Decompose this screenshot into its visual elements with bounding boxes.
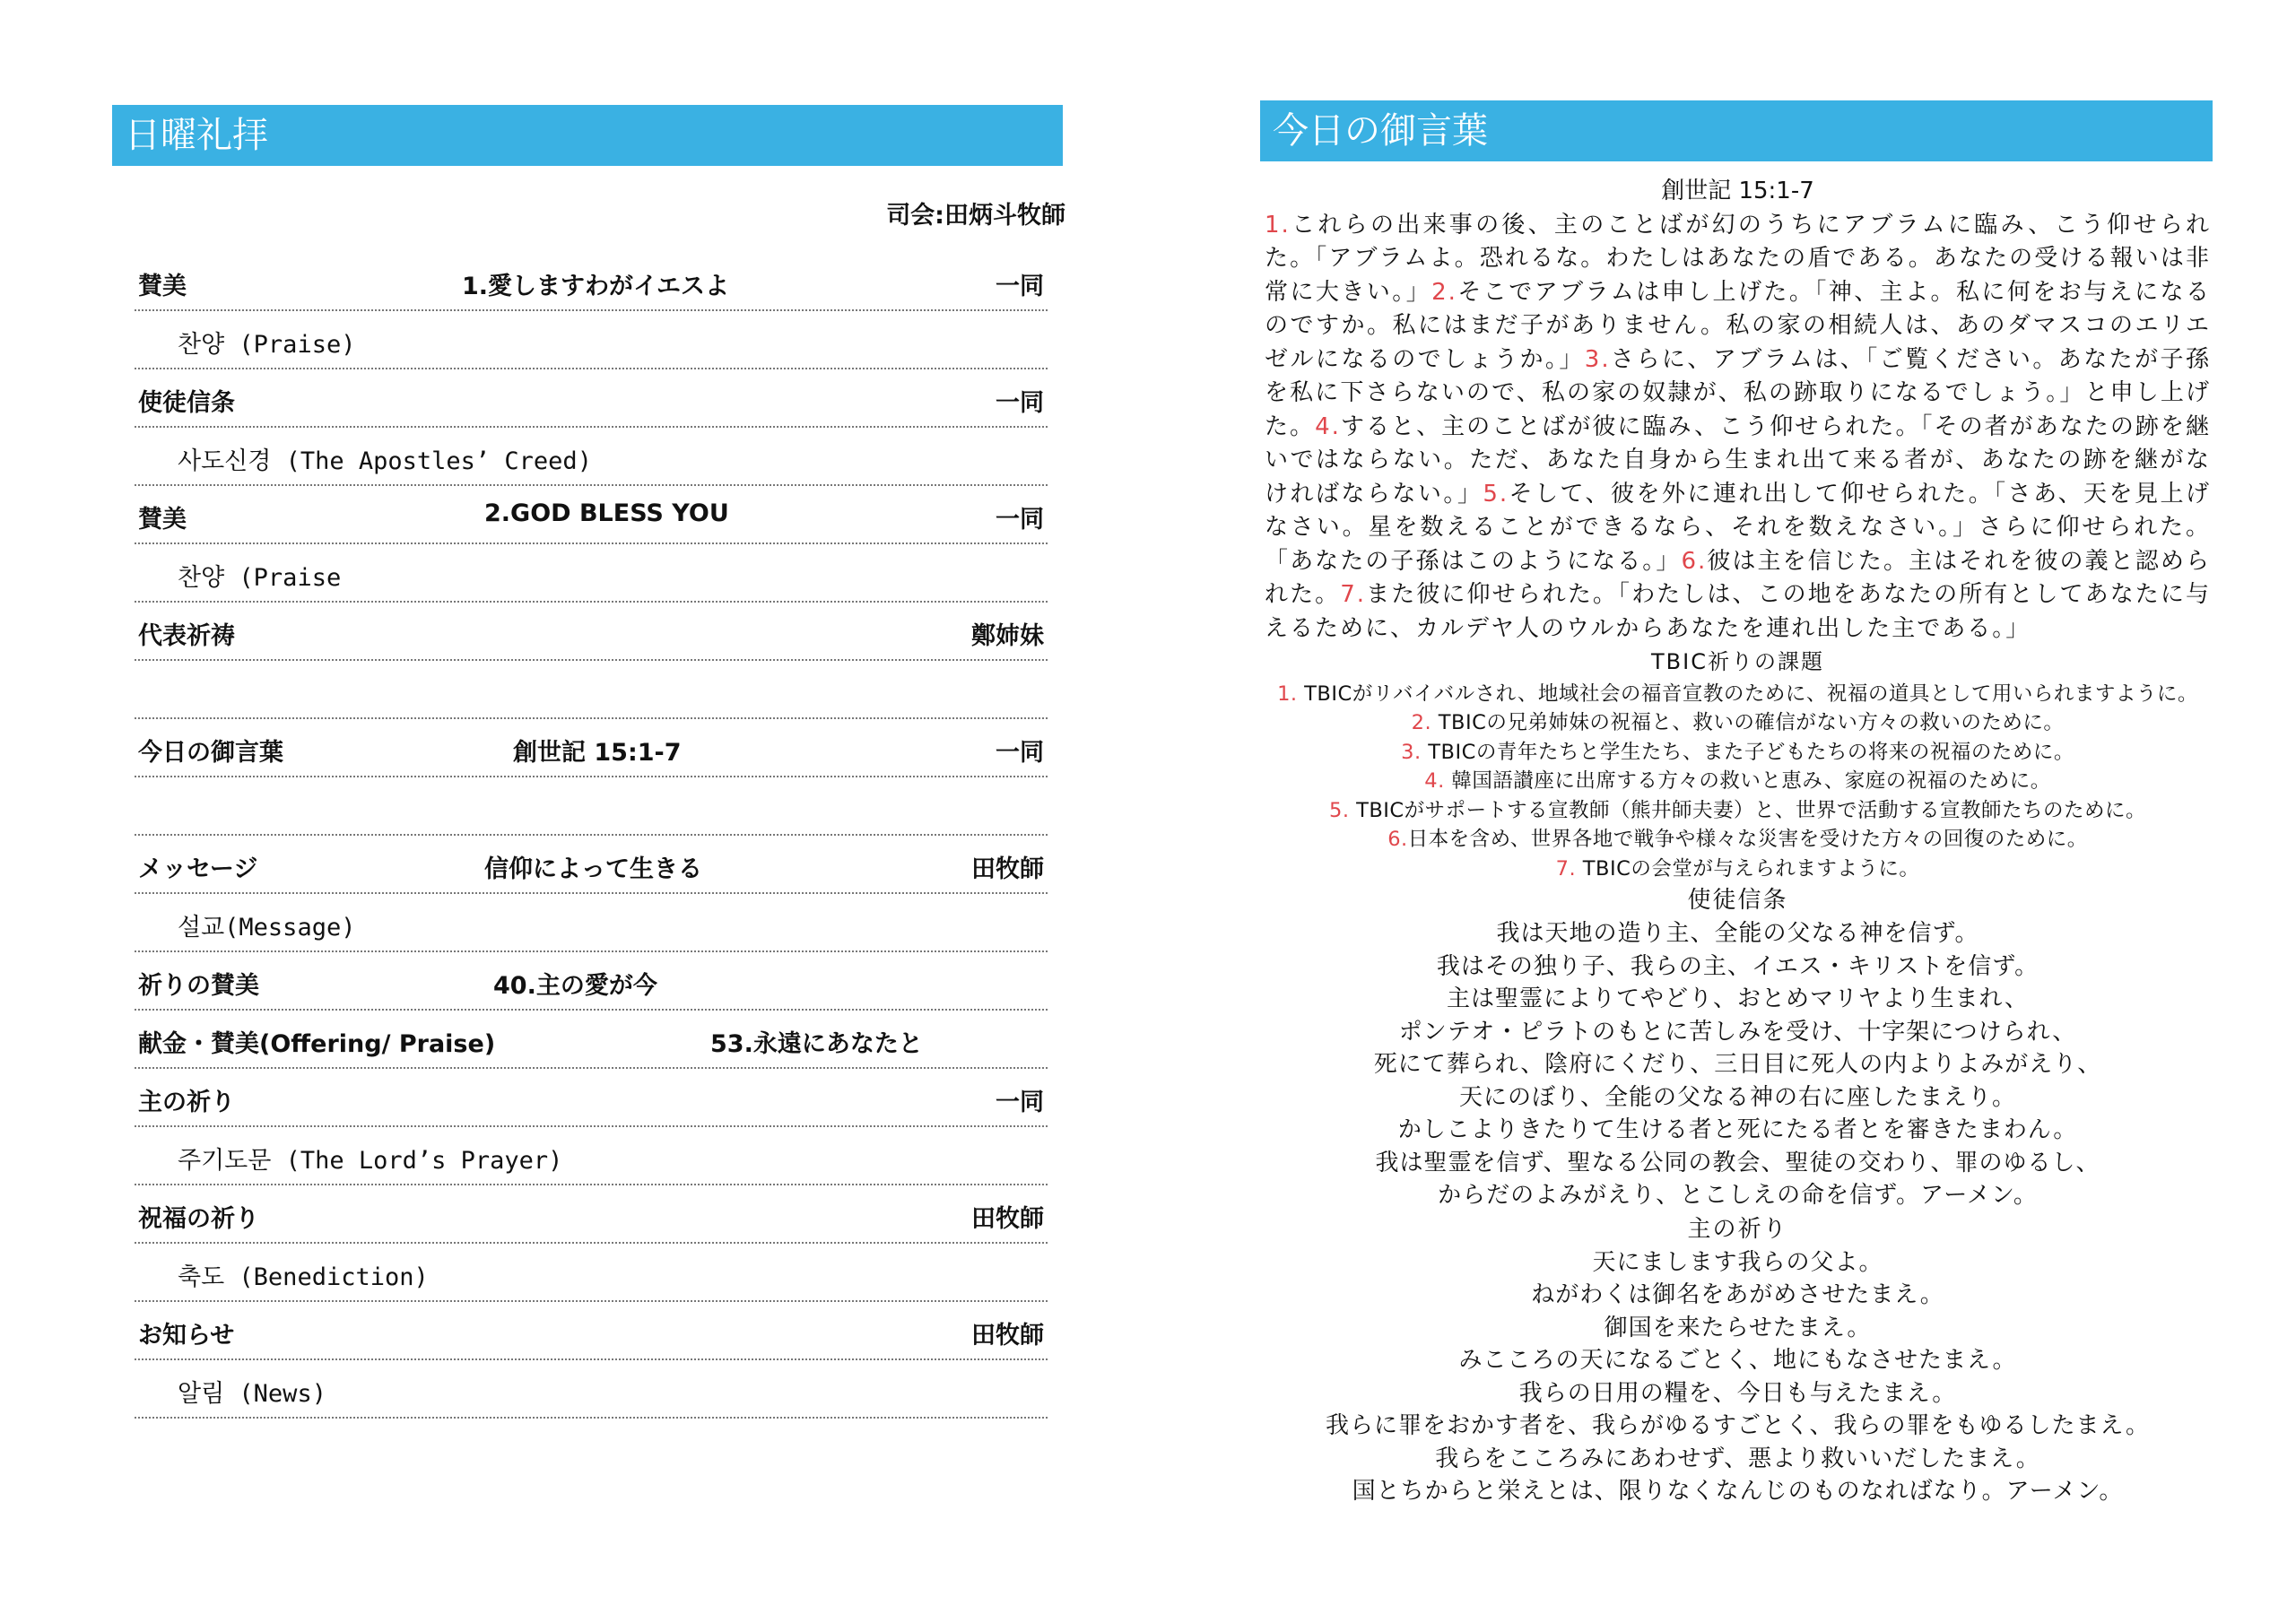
verse-text: そして、彼を外に連れ出して仰せられた。「さあ、天を見上げなさい。星を数えることができるなら、それを数えなさい。」さらに仰せられた。「あなたの子孫はこのようになる。」: [1265, 480, 2211, 575]
prayer-topic-text: 韓国語讃座に出席する方々の救いと恵み、家庭の祝福のために。: [1444, 769, 2051, 793]
presider-label: 司会:田炳斗牧師: [886, 202, 1065, 230]
service-program: [135, 253, 1048, 1419]
lords-prayer-text: [1265, 1246, 2211, 1508]
prayer-topic-text: TBICがリバイバルされ、地域社会の福音宣教のために、祝福の道具として用いられますように。: [1297, 681, 2198, 706]
verse-number: 2.: [1431, 278, 1457, 306]
verse-number: 3.: [1584, 345, 1611, 373]
lords-prayer-line: 天にまします我らの父よ。: [1592, 1248, 1883, 1276]
verse-number: 7.: [1340, 581, 1367, 608]
creed-line: 天にのぼり、全能の父なる神の右に座したまえり。: [1458, 1083, 2016, 1111]
scripture-content: [1265, 175, 2211, 1508]
program-subtitle-row: [135, 1127, 1048, 1185]
lords-prayer-line: 国とちからと栄えとは、限りなくなんじのものなればなり。アーメン。: [1352, 1478, 2124, 1505]
program-row: [135, 603, 1048, 661]
prayer-topic-item: [1265, 767, 2211, 796]
program-item-label: 主の祈り: [138, 1089, 235, 1116]
program-subtitle-row: [135, 1360, 1048, 1419]
lords-prayer-line: 我らをこころみにあわせず、悪より救いいだしたまえ。: [1435, 1445, 2040, 1472]
verse-number: 6.: [1681, 547, 1708, 575]
verse-number: 1.: [1265, 211, 1291, 239]
program-subtitle: 주기도문 (The Lord’s Prayer): [178, 1147, 563, 1175]
verse-number: 5.: [1483, 480, 1509, 508]
prayer-topic-text: TBICの兄弟姉妹の祝福と、救いの確信がない方々の救いのために。: [1431, 711, 2065, 734]
program-subtitle: 찬양 (Praise): [178, 331, 356, 359]
lords-prayer-line: みこころの天になるごとく、地にもなさせたまえ。: [1458, 1347, 2017, 1374]
prayer-topics-list: [1265, 680, 2211, 884]
program-subtitle: 축도 (Benediction): [178, 1263, 429, 1291]
creed-line: ポンテオ・ピラトのもとに苦しみを受け、十字架につけられ、: [1398, 1018, 2077, 1046]
prayer-topic-item: [1265, 680, 2211, 709]
program-row: [135, 836, 1048, 894]
prayer-topic-item: [1265, 738, 2211, 768]
program-row: [135, 1069, 1048, 1127]
program-row: [135, 719, 1048, 777]
program-item-value: 創世記 15:1-7: [513, 739, 682, 767]
verse-text: 彼は主を信じた。主はそれを彼の義と認められた。: [1265, 547, 2211, 608]
program-subtitle: 알림 (News): [178, 1380, 326, 1408]
lords-prayer-line: ねがわくは御名をあがめさせたまえ。: [1531, 1281, 1944, 1308]
program-blank-row: [135, 777, 1048, 836]
scripture-passage: [1265, 209, 2211, 647]
lords-prayer-title: 主の祈り: [1687, 1215, 1788, 1243]
creed-line: 我は天地の造り主、全能の父なる神を信ず。: [1496, 920, 1979, 947]
program-item-value: 信仰によって生きる: [484, 855, 702, 883]
creed-line: かしこよりきたりて生ける者と死にたる者とを審きたまわん。: [1397, 1116, 2078, 1143]
verse-text: これらの出来事の後、主のことばが幻のうちにアブラムに臨み、こう仰せられた。「アブラムよ。恐れるな。わたしはあなたの盾である。あなたの受ける報いは非常に大きい。」: [1265, 211, 2211, 306]
prayer-topic-text: 日本を含め、世界各地で戦争や様々な災害を受けた方々の回復のために。: [1407, 828, 2088, 851]
program-subtitle-row: [135, 544, 1048, 603]
prayer-topic-number: 5.: [1329, 798, 1350, 822]
prayer-topic-text: TBICの会堂が与えられますように。: [1576, 856, 1920, 881]
program-item-label: 祝福の祈り: [138, 1205, 259, 1233]
program-subtitle: 설교(Message): [178, 914, 356, 942]
scripture-reference: 創世記 15:1-7: [1661, 178, 1814, 204]
program-item-value: 40.主の愛が今: [493, 972, 657, 1000]
program-item-label: 賛美: [138, 273, 187, 300]
program-item-label: 今日の御言葉: [138, 739, 283, 767]
program-row: [135, 1011, 1048, 1069]
prayer-topics-title: TBIC祈りの課題: [1651, 649, 1824, 674]
program-subtitle-row: [135, 1244, 1048, 1302]
creed-line: 主は聖霊によりてやどり、おとめマリヤより生まれ、: [1446, 985, 2030, 1012]
right-page: [1148, 0, 2296, 1623]
prayer-topic-text: TBICがサポートする宣教師（熊井師夫妻）と、世界で活動する宣教師たちのために。: [1349, 798, 2146, 822]
program-item-value: 53.永遠にあなたと: [710, 1030, 923, 1058]
creed-line: からだのよみがえり、とこしえの命を信ず。アーメン。: [1438, 1182, 2038, 1209]
program-item-leader: 田牧師: [971, 855, 1044, 883]
verse-number: 4.: [1315, 412, 1341, 440]
todays-word-banner: 今日の御言葉: [1260, 100, 2213, 161]
creed-title: 使徒信条: [1687, 887, 1788, 914]
prayer-topic-number: 3.: [1401, 740, 1422, 764]
program-item-value: 1.愛しますわがイエスよ: [462, 273, 729, 300]
prayer-topic-item: [1265, 796, 2211, 826]
program-row: [135, 486, 1048, 544]
prayer-topic-number: 7.: [1555, 856, 1577, 881]
program-blank-row: [135, 661, 1048, 719]
program-item-leader: 一同: [996, 273, 1044, 300]
program-item-leader: 一同: [996, 506, 1044, 534]
program-subtitle-row: [135, 894, 1048, 952]
verse-text: さらに、アブラムは、「ご覧ください。あなたが子孫を私に下さらないので、私の家の奴隷が、私の跡取りになるでしょう。」と申し上げた。: [1265, 345, 2211, 440]
program-item-leader: 一同: [996, 1089, 1044, 1116]
apostles-creed-text: [1265, 917, 2211, 1212]
program-item-label: 祈りの賛美: [138, 972, 259, 1000]
program-item-label: お知らせ: [138, 1322, 235, 1350]
program-item-leader: 田牧師: [971, 1205, 1044, 1233]
program-row: [135, 952, 1048, 1011]
lords-prayer-line: 我らの日用の糧を、今日も与えたまえ。: [1518, 1379, 1957, 1407]
program-item-value: 2.GOD BLESS YOU: [484, 499, 729, 527]
creed-line: 死にて葬られ、陰府にくだり、三日目に死人の内よりよみがえり、: [1373, 1051, 2102, 1078]
sunday-service-banner: 日曜礼拝: [112, 105, 1063, 166]
lords-prayer-line: 御国を来たらせたまえ。: [1604, 1314, 1872, 1341]
program-item-leader: 鄭姉妹: [971, 622, 1044, 650]
verse-text: そこでアブラムは申し上げた。「神、主よ。私に何をお与えになるのですか。私にはまだ子がありません。私の家の相続人は、あのダマスコのエリエゼルになるのでしょうか。」: [1265, 278, 2211, 373]
creed-line: 我はその独り子、我らの主、イエス・キリストを信ず。: [1436, 952, 2039, 980]
prayer-topic-item: [1265, 825, 2211, 855]
lords-prayer-line: 我らに罪をおかす者を、我らがゆるすごとく、我らの罪をもゆるしたまえ。: [1325, 1412, 2151, 1439]
prayer-topic-item: [1265, 855, 2211, 884]
prayer-topic-item: [1265, 708, 2211, 738]
program-item-label: 献金・賛美(Offering/ Praise): [138, 1030, 496, 1058]
program-row: [135, 369, 1048, 428]
prayer-topic-number: 6.: [1387, 828, 1408, 851]
program-item-label: 使徒信条: [138, 389, 235, 417]
program-subtitle: 사도신경 (The Apostles’ Creed): [178, 447, 592, 475]
program-item-label: 代表祈祷: [138, 622, 235, 650]
program-subtitle-row: [135, 428, 1048, 486]
program-row: [135, 253, 1048, 311]
program-item-label: メッセージ: [138, 855, 258, 883]
verse-text: すると、主のことばが彼に臨み、こう仰せられた。「その者があなたの跡を継いではならない。ただ、あなた自身から生まれ出て来る者が、あなたの跡を継がなければならない。」: [1265, 412, 2211, 508]
verse-text: また彼に仰せられた。「わたしは、この地をあなたの所有としてあなたに与えるために、カルデヤ人のウルからあなたを連れ出した主である。」: [1265, 581, 2211, 642]
program-row: [135, 1302, 1048, 1360]
program-item-label: 賛美: [138, 506, 187, 534]
creed-line: 我は聖霊を信ず、聖なる公同の教会、聖徒の交わり、罪のゆるし、: [1375, 1149, 2100, 1176]
prayer-topic-number: 4.: [1424, 769, 1445, 793]
program-subtitle: 찬양 (Praise: [178, 564, 342, 592]
program-item-leader: 田牧師: [971, 1322, 1044, 1350]
prayer-topic-number: 2.: [1411, 711, 1432, 734]
program-row: [135, 1185, 1048, 1244]
program-item-leader: 一同: [996, 739, 1044, 767]
program-item-leader: 一同: [996, 389, 1044, 417]
program-subtitle-row: [135, 311, 1048, 369]
prayer-topic-text: TBICの青年たちと学生たち、また子どもたちの将来の祝福のために。: [1421, 740, 2074, 764]
prayer-topic-number: 1.: [1277, 681, 1298, 706]
